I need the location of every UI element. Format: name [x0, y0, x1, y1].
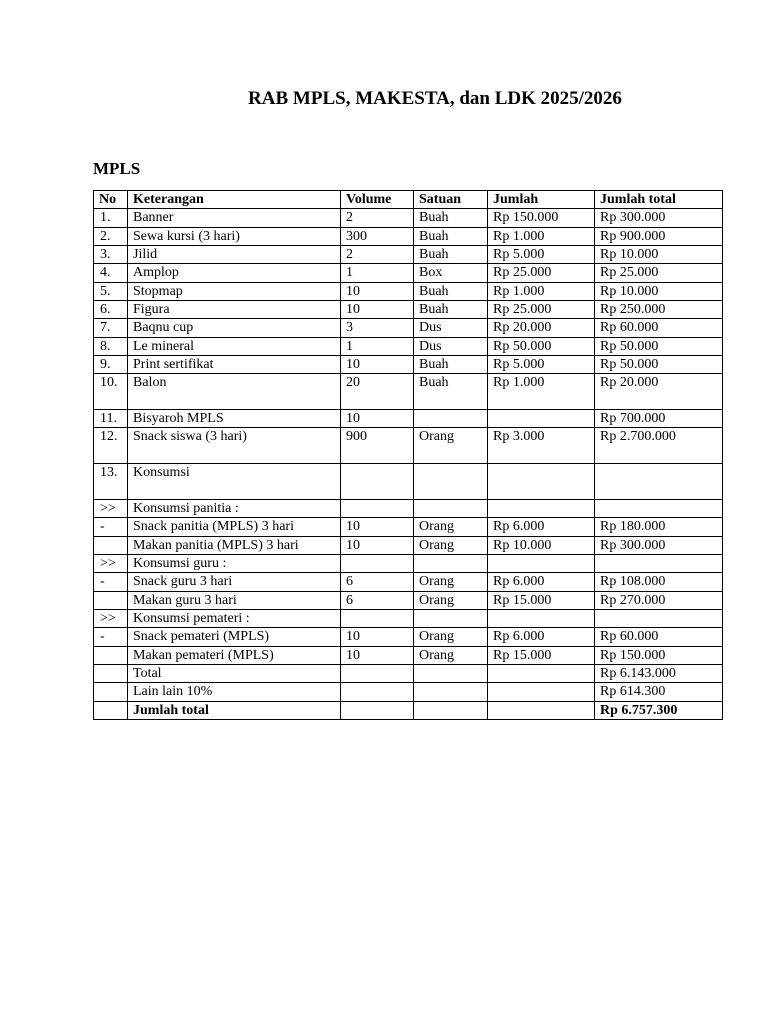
cell-jumlah-total: Rp 180.000 — [595, 518, 723, 536]
cell-volume: 10 — [341, 356, 414, 374]
cell-jumlah-total — [595, 464, 723, 500]
table-header-row — [94, 191, 723, 209]
cell-jumlah — [488, 464, 595, 500]
cell-volume: 10 — [341, 301, 414, 319]
cell-no: 5. — [94, 282, 128, 300]
cell-keterangan: Konsumsi pemateri : — [128, 609, 341, 627]
cell-keterangan: Figura — [128, 301, 341, 319]
cell-jumlah — [488, 683, 595, 701]
header-jumlah: Jumlah — [488, 191, 595, 209]
cell-satuan: Orang — [414, 518, 488, 536]
cell-jumlah: Rp 6.000 — [488, 628, 595, 646]
table-row — [94, 518, 723, 536]
cell-jumlah — [488, 664, 595, 682]
cell-volume: 1 — [341, 337, 414, 355]
cell-volume: 2 — [341, 246, 414, 264]
table-row — [94, 282, 723, 300]
section-heading-mpls: MPLS — [93, 159, 141, 178]
cell-jumlah — [488, 554, 595, 572]
cell-jumlah: Rp 15.000 — [488, 591, 595, 609]
cell-no — [94, 701, 128, 719]
cell-keterangan: Snack guru 3 hari — [128, 573, 341, 591]
cell-satuan — [414, 609, 488, 627]
cell-jumlah-total: Rp 700.000 — [595, 410, 723, 428]
cell-satuan — [414, 464, 488, 500]
cell-satuan: Buah — [414, 374, 488, 410]
cell-satuan — [414, 683, 488, 701]
cell-keterangan: Makan guru 3 hari — [128, 591, 341, 609]
cell-jumlah: Rp 5.000 — [488, 356, 595, 374]
table-row — [94, 683, 723, 701]
cell-jumlah-total — [595, 499, 723, 517]
cell-jumlah: Rp 150.000 — [488, 209, 595, 227]
cell-volume: 20 — [341, 374, 414, 410]
cell-jumlah-total: Rp 900.000 — [595, 227, 723, 245]
cell-jumlah-total: Rp 10.000 — [595, 246, 723, 264]
cell-satuan: Buah — [414, 209, 488, 227]
cell-jumlah: Rp 10.000 — [488, 536, 595, 554]
cell-volume — [341, 499, 414, 517]
cell-jumlah-total: Rp 250.000 — [595, 301, 723, 319]
cell-no: 13. — [94, 464, 128, 500]
cell-no: 6. — [94, 301, 128, 319]
cell-no: >> — [94, 554, 128, 572]
cell-volume: 10 — [341, 536, 414, 554]
table-row — [94, 301, 723, 319]
cell-jumlah-total: Rp 300.000 — [595, 536, 723, 554]
cell-jumlah-total: Rp 60.000 — [595, 628, 723, 646]
table-row — [94, 264, 723, 282]
cell-satuan: Orang — [414, 573, 488, 591]
table-row — [94, 664, 723, 682]
cell-volume: 6 — [341, 573, 414, 591]
cell-jumlah: Rp 15.000 — [488, 646, 595, 664]
cell-jumlah-total — [595, 609, 723, 627]
cell-no — [94, 646, 128, 664]
cell-satuan — [414, 499, 488, 517]
cell-no: 3. — [94, 246, 128, 264]
cell-keterangan: Jilid — [128, 246, 341, 264]
cell-keterangan: Bisyaroh MPLS — [128, 410, 341, 428]
budget-table — [93, 190, 723, 720]
cell-keterangan: Konsumsi guru : — [128, 554, 341, 572]
table-row — [94, 356, 723, 374]
table-row — [94, 499, 723, 517]
cell-jumlah: Rp 20.000 — [488, 319, 595, 337]
table-row — [94, 464, 723, 500]
cell-satuan — [414, 554, 488, 572]
header-satuan: Satuan — [414, 191, 488, 209]
cell-volume — [341, 464, 414, 500]
cell-satuan: Buah — [414, 301, 488, 319]
cell-volume — [341, 554, 414, 572]
cell-no: 9. — [94, 356, 128, 374]
cell-no: >> — [94, 609, 128, 627]
document-title: RAB MPLS, MAKESTA, dan LDK 2025/2026 — [248, 88, 622, 109]
cell-jumlah-total: Rp 20.000 — [595, 374, 723, 410]
cell-keterangan: Amplop — [128, 264, 341, 282]
table-row — [94, 609, 723, 627]
cell-keterangan: Sewa kursi (3 hari) — [128, 227, 341, 245]
cell-keterangan: Print sertifikat — [128, 356, 341, 374]
cell-volume: 2 — [341, 209, 414, 227]
cell-no: >> — [94, 499, 128, 517]
cell-satuan: Orang — [414, 591, 488, 609]
cell-satuan — [414, 410, 488, 428]
cell-satuan: Box — [414, 264, 488, 282]
cell-no — [94, 664, 128, 682]
cell-jumlah: Rp 25.000 — [488, 301, 595, 319]
cell-no: - — [94, 518, 128, 536]
table-row — [94, 536, 723, 554]
cell-volume — [341, 683, 414, 701]
table-row — [94, 410, 723, 428]
cell-satuan: Orang — [414, 646, 488, 664]
cell-keterangan: Lain lain 10% — [128, 683, 341, 701]
cell-jumlah-total: Rp 6.143.000 — [595, 664, 723, 682]
cell-jumlah: Rp 5.000 — [488, 246, 595, 264]
cell-no: 1. — [94, 209, 128, 227]
cell-jumlah-total: Rp 2.700.000 — [595, 428, 723, 464]
cell-satuan: Buah — [414, 246, 488, 264]
cell-jumlah — [488, 499, 595, 517]
table-row — [94, 573, 723, 591]
cell-volume: 10 — [341, 518, 414, 536]
cell-volume: 900 — [341, 428, 414, 464]
cell-jumlah: Rp 1.000 — [488, 374, 595, 410]
cell-jumlah — [488, 701, 595, 719]
cell-volume: 10 — [341, 628, 414, 646]
table-row — [94, 591, 723, 609]
cell-jumlah-total: Rp 300.000 — [595, 209, 723, 227]
cell-satuan: Orang — [414, 428, 488, 464]
cell-no: 10. — [94, 374, 128, 410]
cell-jumlah: Rp 6.000 — [488, 518, 595, 536]
cell-keterangan: Le mineral — [128, 337, 341, 355]
cell-jumlah-total: Rp 10.000 — [595, 282, 723, 300]
cell-keterangan: Snack pemateri (MPLS) — [128, 628, 341, 646]
cell-keterangan: Snack siswa (3 hari) — [128, 428, 341, 464]
cell-keterangan: Baqnu cup — [128, 319, 341, 337]
cell-volume: 300 — [341, 227, 414, 245]
cell-keterangan: Konsumsi panitia : — [128, 499, 341, 517]
cell-no: - — [94, 573, 128, 591]
cell-satuan — [414, 701, 488, 719]
cell-satuan: Buah — [414, 227, 488, 245]
cell-jumlah-total: Rp 60.000 — [595, 319, 723, 337]
cell-jumlah — [488, 410, 595, 428]
cell-jumlah-total: Rp 50.000 — [595, 356, 723, 374]
cell-jumlah-total: Rp 150.000 — [595, 646, 723, 664]
cell-jumlah-total: Rp 270.000 — [595, 591, 723, 609]
table-row — [94, 374, 723, 410]
header-no: No — [94, 191, 128, 209]
table-body — [94, 209, 723, 720]
cell-keterangan: Snack panitia (MPLS) 3 hari — [128, 518, 341, 536]
cell-no — [94, 683, 128, 701]
cell-jumlah: Rp 25.000 — [488, 264, 595, 282]
header-keterangan: Keterangan — [128, 191, 341, 209]
cell-satuan: Orang — [414, 628, 488, 646]
cell-jumlah — [488, 609, 595, 627]
cell-volume: 10 — [341, 282, 414, 300]
cell-jumlah-total: Rp 614.300 — [595, 683, 723, 701]
cell-no: 12. — [94, 428, 128, 464]
cell-no: 7. — [94, 319, 128, 337]
cell-jumlah: Rp 6.000 — [488, 573, 595, 591]
cell-no: 4. — [94, 264, 128, 282]
cell-volume: 6 — [341, 591, 414, 609]
cell-volume — [341, 609, 414, 627]
cell-jumlah: Rp 50.000 — [488, 337, 595, 355]
cell-keterangan: Banner — [128, 209, 341, 227]
cell-jumlah: Rp 1.000 — [488, 282, 595, 300]
table-row — [94, 554, 723, 572]
cell-jumlah-total: Rp 6.757.300 — [595, 701, 723, 719]
table-row — [94, 646, 723, 664]
header-volume: Volume — [341, 191, 414, 209]
table-row — [94, 337, 723, 355]
cell-no — [94, 591, 128, 609]
cell-no: 11. — [94, 410, 128, 428]
cell-jumlah-total: Rp 108.000 — [595, 573, 723, 591]
cell-volume: 1 — [341, 264, 414, 282]
cell-volume: 3 — [341, 319, 414, 337]
cell-no: 8. — [94, 337, 128, 355]
cell-volume — [341, 701, 414, 719]
cell-no: 2. — [94, 227, 128, 245]
cell-satuan: Orang — [414, 536, 488, 554]
cell-satuan: Buah — [414, 282, 488, 300]
cell-keterangan: Makan panitia (MPLS) 3 hari — [128, 536, 341, 554]
cell-jumlah: Rp 3.000 — [488, 428, 595, 464]
cell-keterangan: Jumlah total — [128, 701, 341, 719]
table-row — [94, 628, 723, 646]
table-row — [94, 209, 723, 227]
cell-satuan: Dus — [414, 319, 488, 337]
cell-keterangan: Total — [128, 664, 341, 682]
cell-jumlah-total: Rp 50.000 — [595, 337, 723, 355]
cell-satuan — [414, 664, 488, 682]
cell-volume — [341, 664, 414, 682]
table-row — [94, 319, 723, 337]
cell-keterangan: Makan pemateri (MPLS) — [128, 646, 341, 664]
cell-satuan: Dus — [414, 337, 488, 355]
header-jumlah-total: Jumlah total — [595, 191, 723, 209]
cell-no — [94, 536, 128, 554]
table-row — [94, 428, 723, 464]
cell-volume: 10 — [341, 646, 414, 664]
cell-keterangan: Konsumsi — [128, 464, 341, 500]
cell-jumlah: Rp 1.000 — [488, 227, 595, 245]
cell-keterangan: Balon — [128, 374, 341, 410]
cell-volume: 10 — [341, 410, 414, 428]
cell-no: - — [94, 628, 128, 646]
cell-satuan: Buah — [414, 356, 488, 374]
table-row — [94, 227, 723, 245]
cell-jumlah-total: Rp 25.000 — [595, 264, 723, 282]
table-row — [94, 246, 723, 264]
table-row — [94, 701, 723, 719]
cell-keterangan: Stopmap — [128, 282, 341, 300]
cell-jumlah-total — [595, 554, 723, 572]
